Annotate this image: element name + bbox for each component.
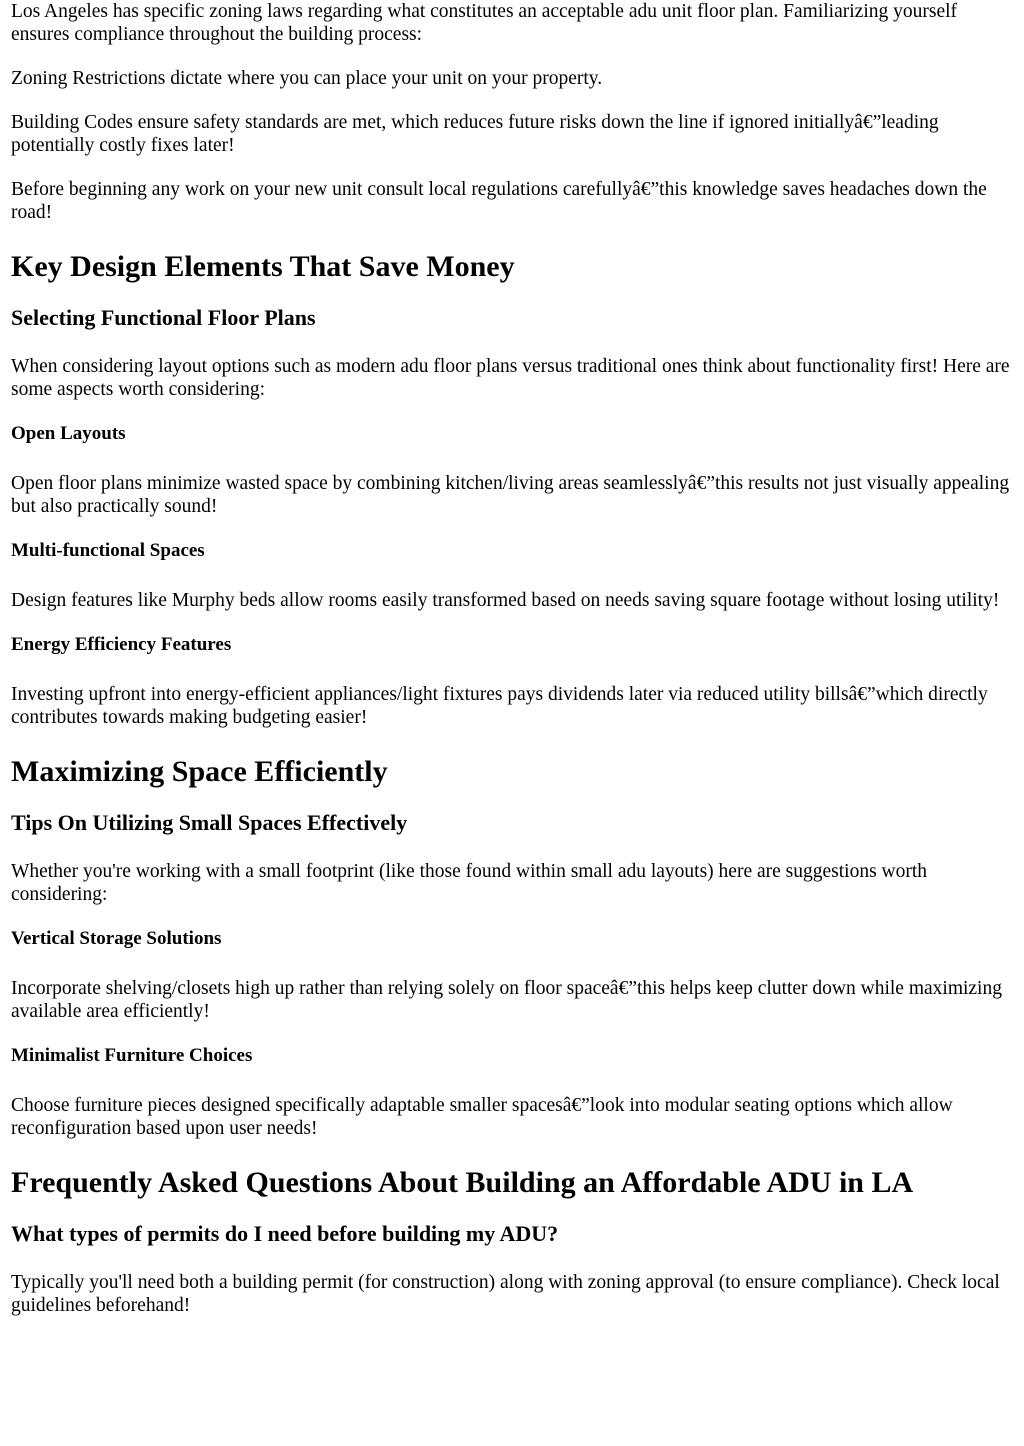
small-footprint-paragraph: Whether you're working with a small footprint (like those found within small adu layouts) here are suggestions worth considering: [11, 861, 928, 905]
before-beginning-paragraph: Before beginning any work on your new unit consult local regulations carefullyâ€”this knowledge saves headaches down the road! [11, 179, 987, 223]
heading-faq: Frequently Asked Questions About Building an Affordable ADU in LA [11, 1166, 914, 1199]
heading-small-spaces-tips: Tips On Utilizing Small Spaces Effectively [11, 810, 408, 835]
building-codes-paragraph: Building Codes ensure safety standards are met, which reduces future risks down the line if ignored initiallyâ€”leading potentially costly fixes later! [11, 112, 939, 156]
heading-open-layouts: Open Layouts [11, 423, 126, 444]
minimalist-furniture-paragraph: Choose furniture pieces designed specifically adaptable smaller spacesâ€”look into modular seating options which allow reconfiguration based upon user needs! [11, 1095, 953, 1139]
permits-answer-paragraph: Typically you'll need both a building permit (for construction) along with zoning approval (to ensure compliance). Check local guidelines beforehand! [11, 1272, 1000, 1316]
heading-maximizing-space: Maximizing Space Efficiently [11, 755, 388, 788]
heading-key-design-elements: Key Design Elements That Save Money [11, 250, 515, 283]
heading-selecting-floor-plans: Selecting Functional Floor Plans [11, 305, 316, 330]
open-layouts-paragraph: Open floor plans minimize wasted space by combining kitchen/living areas seamlesslyâ€”this results not just visually appealing but also practically sound! [11, 473, 1010, 517]
layout-options-paragraph: When considering layout options such as modern adu floor plans versus traditional ones think about functionality first! Here are some aspects worth considering: [11, 356, 1010, 400]
heading-energy-efficiency: Energy Efficiency Features [11, 634, 232, 655]
vertical-storage-paragraph: Incorporate shelving/closets high up rather than relying solely on floor spaceâ€”this helps keep clutter down while maximizing available area efficiently! [11, 978, 1002, 1022]
multi-functional-paragraph: Design features like Murphy beds allow rooms easily transformed based on needs saving square footage without losing utility! [11, 590, 1000, 611]
heading-multi-functional-spaces: Multi-functional Spaces [11, 540, 205, 561]
heading-permits-question: What types of permits do I need before building my ADU? [11, 1221, 559, 1246]
heading-vertical-storage: Vertical Storage Solutions [11, 928, 222, 949]
intro-paragraph: Los Angeles has specific zoning laws regarding what constitutes an acceptable adu unit floor plan. Familiarizing yourself ensures compliance throughout the building process: [11, 1, 958, 45]
zoning-paragraph: Zoning Restrictions dictate where you can place your unit on your property. [11, 68, 603, 89]
energy-efficiency-paragraph: Investing upfront into energy-efficient appliances/light fixtures pays dividends later via reduced utility billsâ€”which directly contributes towards making budgeting easier! [11, 684, 988, 728]
heading-minimalist-furniture: Minimalist Furniture Choices [11, 1045, 253, 1066]
